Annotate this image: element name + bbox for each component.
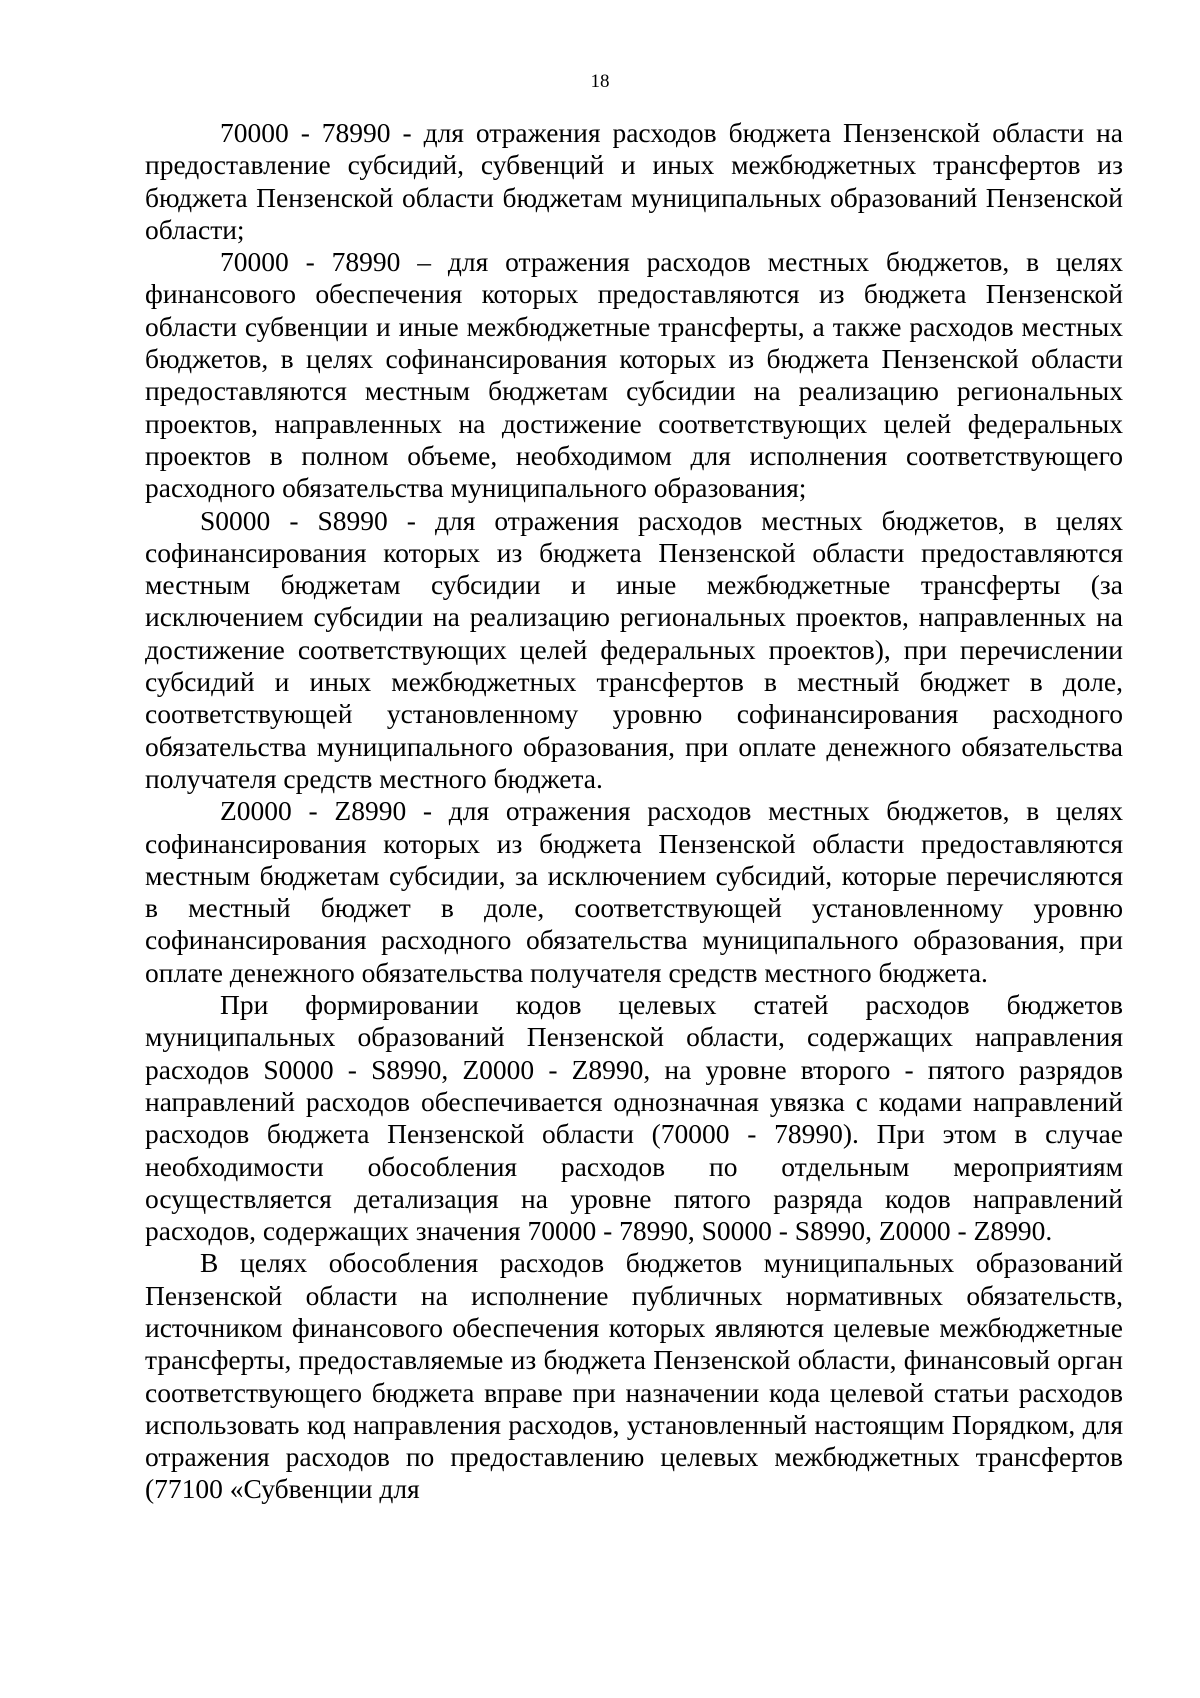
document-body — [145, 117, 1123, 1506]
paragraph-codes-z0000: Z0000 - Z8990 - для отражения расходов местных бюджетов, в целях софинансирования которых из бюджета Пензенской области предоставляются местным бюджетам субсидии, за исключением субсидий, которые перечисляются в местный бюджет в доле, соответствующей установленному уровню софинансирования расходного обязательства муниципального образования, при оплате денежного обязательства получателя средств местного бюджета. — [145, 795, 1123, 988]
page-number: 18 — [590, 71, 610, 92]
paragraph-codes-70000-regional: 70000 - 78990 - для отражения расходов бюджета Пензенской области на предоставление субсидий, субвенций и иных межбюджетных трансфертов из бюджета Пензенской области бюджетам муниципальных образований Пензенской области; — [145, 117, 1123, 245]
paragraph-public-obligations: В целях обособления расходов бюджетов муниципальных образований Пензенской области на исполнение публичных нормативных обязательств, источником финансового обеспечения которых являются целевые межбюджетные трансферты, предоставляемые из бюджета Пензенской области, финансовый орган соответствующего бюджета вправе при назначении кода целевой статьи расходов использовать код направления расходов, установленный настоящим Порядком, для отражения расходов по предоставлению целевых межбюджетных трансфертов (77100 «Субвенции для — [145, 1247, 1123, 1505]
paragraph-codes-s0000: S0000 - S8990 - для отражения расходов местных бюджетов, в целях софинансирования которых из бюджета Пензенской области предоставляются местным бюджетам субсидии и иные межбюджетные трансферты (за исключением субсидии на реализацию региональных проектов, направленных на достижение соответствующих целей федеральных проектов), при перечислении субсидий и иных межбюджетных трансфертов в местный бюджет в доле, соответствующей установленному уровню софинансирования расходного обязательства муниципального образования, при оплате денежного обязательства получателя средств местного бюджета. — [145, 504, 1123, 794]
paragraph-codes-70000-local: 70000 - 78990 – для отражения расходов местных бюджетов, в целях финансового обеспечения которых предоставляются из бюджета Пензенской области субвенции и иные межбюджетные трансферты, а также расходов местных бюджетов, в целях софинансирования которых из бюджета Пензенской области предоставляются местным бюджетам субсидии на реализацию региональных проектов, направленных на достижение соответствующих целей федеральных проектов в полном объеме, необходимом для исполнения соответствующего расходного обязательства муниципального образования; — [145, 246, 1123, 504]
paragraph-code-formation: При формировании кодов целевых статей расходов бюджетов муниципальных образований Пензенской области, содержащих направления расходов S0000 - S8990, Z0000 - Z8990, на уровне второго - пятого разрядов направлений расходов обеспечивается однозначная увязка с кодами направлений расходов бюджета Пензенской области (70000 - 78990). При этом в случае необходимости обособления расходов по отдельным мероприятиям осуществляется детализация на уровне пятого разряда кодов направлений расходов, содержащих значения 70000 - 78990, S0000 - S8990, Z0000 - Z8990. — [145, 989, 1123, 1247]
